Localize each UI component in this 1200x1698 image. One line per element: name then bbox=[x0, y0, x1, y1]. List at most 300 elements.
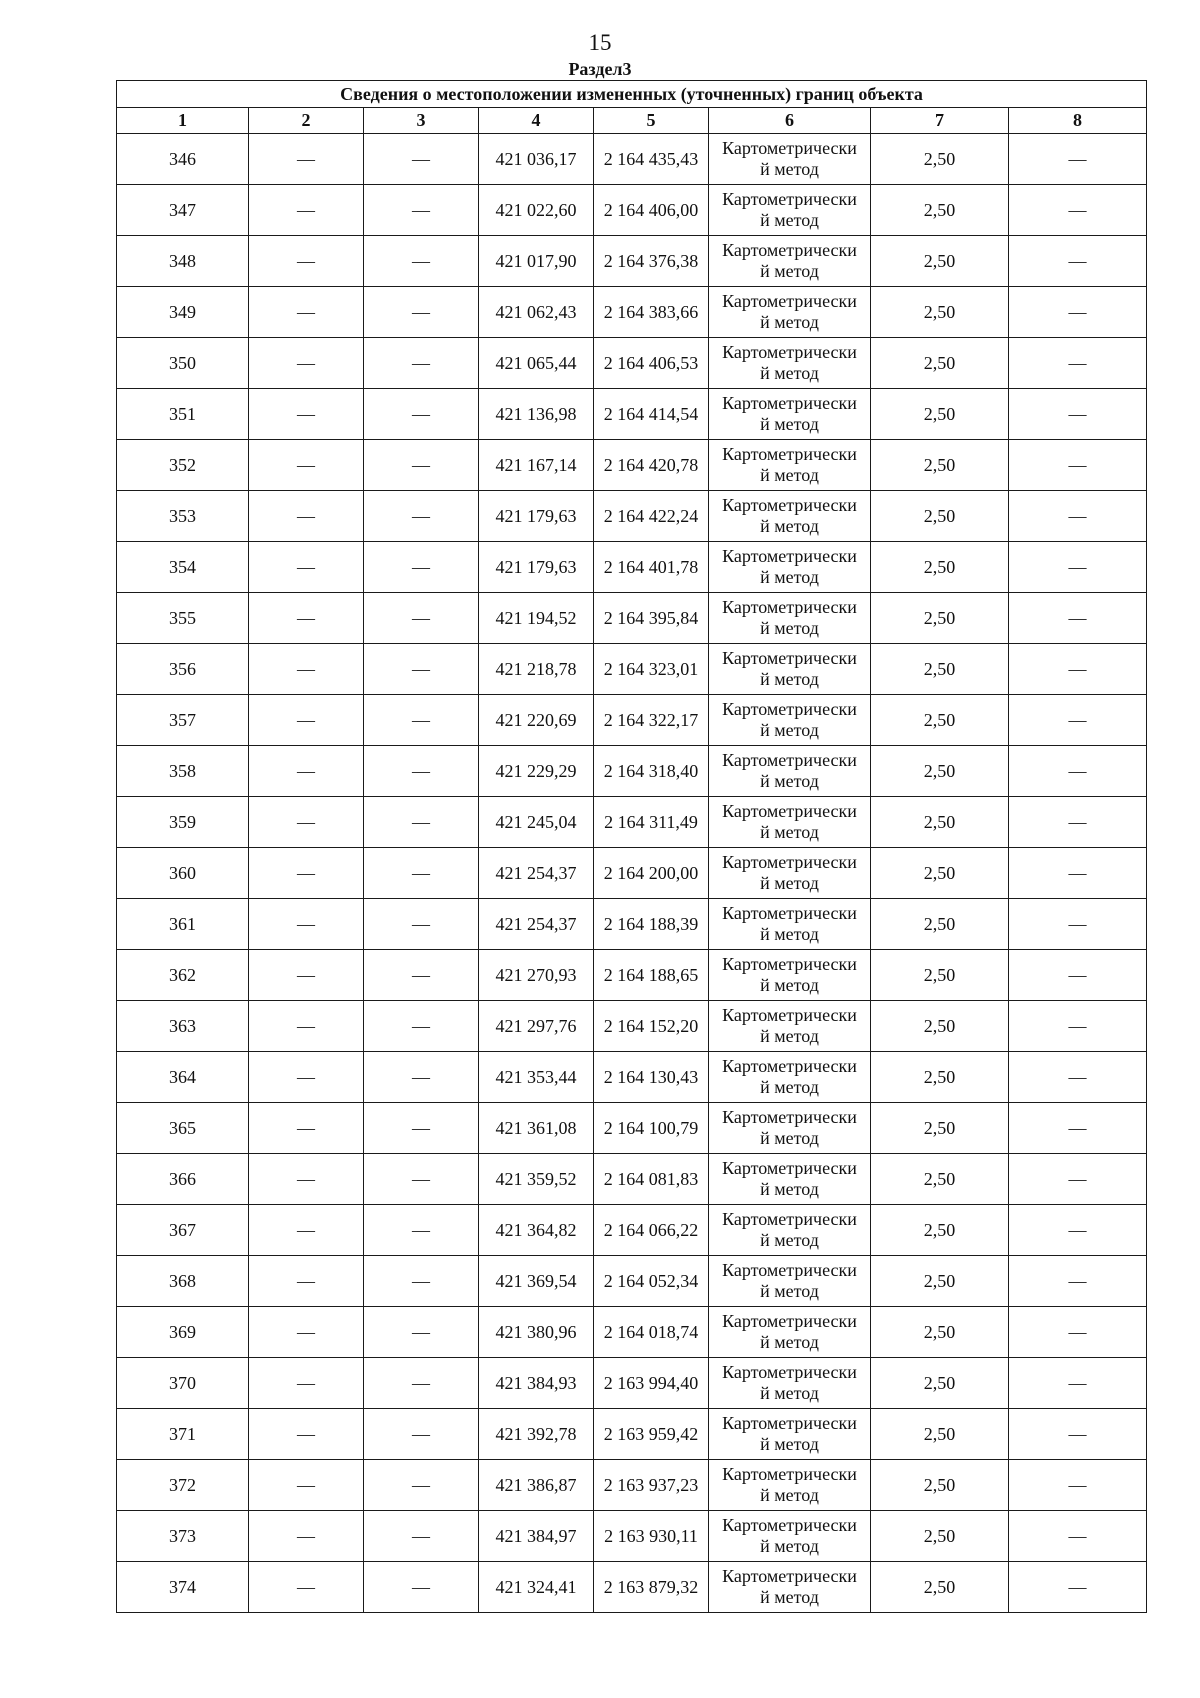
method-line-1: Картометрически bbox=[722, 1464, 857, 1484]
dash-cell: — bbox=[249, 185, 364, 236]
method-line-1: Картометрически bbox=[722, 1107, 857, 1127]
x-coordinate-cell: 421 380,96 bbox=[479, 1307, 594, 1358]
accuracy-cell: 2,50 bbox=[871, 236, 1009, 287]
table-row bbox=[117, 1154, 1147, 1205]
method-cell bbox=[709, 1409, 871, 1460]
method-line-1: Картометрически bbox=[722, 138, 857, 158]
dash-cell: — bbox=[249, 950, 364, 1001]
method-line-1: Картометрически bbox=[722, 1362, 857, 1382]
dash-cell: — bbox=[249, 1256, 364, 1307]
method-line-2: й метод bbox=[760, 1434, 819, 1454]
point-number-cell: 360 bbox=[117, 848, 249, 899]
dash-cell: — bbox=[1009, 1562, 1147, 1613]
y-coordinate-cell: 2 163 930,11 bbox=[594, 1511, 709, 1562]
dash-cell: — bbox=[364, 746, 479, 797]
x-coordinate-cell: 421 136,98 bbox=[479, 389, 594, 440]
accuracy-cell: 2,50 bbox=[871, 338, 1009, 389]
accuracy-cell: 2,50 bbox=[871, 1154, 1009, 1205]
dash-cell: — bbox=[1009, 338, 1147, 389]
method-cell bbox=[709, 338, 871, 389]
method-line-2: й метод bbox=[760, 720, 819, 740]
dash-cell: — bbox=[364, 1511, 479, 1562]
method-cell bbox=[709, 1154, 871, 1205]
accuracy-cell: 2,50 bbox=[871, 644, 1009, 695]
y-coordinate-cell: 2 163 937,23 bbox=[594, 1460, 709, 1511]
x-coordinate-cell: 421 270,93 bbox=[479, 950, 594, 1001]
x-coordinate-cell: 421 179,63 bbox=[479, 542, 594, 593]
method-cell bbox=[709, 1001, 871, 1052]
method-line-2: й метод bbox=[760, 363, 819, 383]
method-cell bbox=[709, 1205, 871, 1256]
table-row bbox=[117, 1103, 1147, 1154]
dash-cell: — bbox=[364, 491, 479, 542]
y-coordinate-cell: 2 164 420,78 bbox=[594, 440, 709, 491]
y-coordinate-cell: 2 164 383,66 bbox=[594, 287, 709, 338]
y-coordinate-cell: 2 164 100,79 bbox=[594, 1103, 709, 1154]
method-line-1: Картометрически bbox=[722, 801, 857, 821]
accuracy-cell: 2,50 bbox=[871, 491, 1009, 542]
dash-cell: — bbox=[364, 644, 479, 695]
method-line-2: й метод bbox=[760, 312, 819, 332]
x-coordinate-cell: 421 254,37 bbox=[479, 848, 594, 899]
method-line-1: Картометрически bbox=[722, 903, 857, 923]
x-coordinate-cell: 421 218,78 bbox=[479, 644, 594, 695]
dash-cell: — bbox=[1009, 1256, 1147, 1307]
dash-cell: — bbox=[364, 1562, 479, 1613]
method-cell bbox=[709, 746, 871, 797]
table-row bbox=[117, 1256, 1147, 1307]
method-line-2: й метод bbox=[760, 771, 819, 791]
point-number-cell: 354 bbox=[117, 542, 249, 593]
point-number-cell: 358 bbox=[117, 746, 249, 797]
accuracy-cell: 2,50 bbox=[871, 389, 1009, 440]
method-line-2: й метод bbox=[760, 975, 819, 995]
point-number-cell: 361 bbox=[117, 899, 249, 950]
method-cell bbox=[709, 1103, 871, 1154]
method-cell bbox=[709, 950, 871, 1001]
method-line-2: й метод bbox=[760, 1536, 819, 1556]
dash-cell: — bbox=[364, 797, 479, 848]
dash-cell: — bbox=[364, 440, 479, 491]
accuracy-cell: 2,50 bbox=[871, 542, 1009, 593]
point-number-cell: 374 bbox=[117, 1562, 249, 1613]
table-row bbox=[117, 1052, 1147, 1103]
dash-cell: — bbox=[1009, 644, 1147, 695]
y-coordinate-cell: 2 163 994,40 bbox=[594, 1358, 709, 1409]
method-cell bbox=[709, 185, 871, 236]
method-line-1: Картометрически bbox=[722, 1413, 857, 1433]
dash-cell: — bbox=[1009, 1205, 1147, 1256]
table-row bbox=[117, 746, 1147, 797]
dash-cell: — bbox=[1009, 1307, 1147, 1358]
method-line-1: Картометрически bbox=[722, 189, 857, 209]
dash-cell: — bbox=[1009, 1052, 1147, 1103]
table-row bbox=[117, 1001, 1147, 1052]
column-number: 5 bbox=[594, 108, 709, 134]
method-line-1: Картометрически bbox=[722, 342, 857, 362]
method-line-1: Картометрически bbox=[722, 495, 857, 515]
accuracy-cell: 2,50 bbox=[871, 287, 1009, 338]
method-line-2: й метод bbox=[760, 414, 819, 434]
method-cell bbox=[709, 644, 871, 695]
dash-cell: — bbox=[1009, 593, 1147, 644]
dash-cell: — bbox=[249, 236, 364, 287]
accuracy-cell: 2,50 bbox=[871, 1358, 1009, 1409]
point-number-cell: 346 bbox=[117, 134, 249, 185]
accuracy-cell: 2,50 bbox=[871, 593, 1009, 644]
dash-cell: — bbox=[249, 287, 364, 338]
point-number-cell: 369 bbox=[117, 1307, 249, 1358]
method-cell bbox=[709, 440, 871, 491]
dash-cell: — bbox=[1009, 491, 1147, 542]
method-cell bbox=[709, 593, 871, 644]
point-number-cell: 363 bbox=[117, 1001, 249, 1052]
dash-cell: — bbox=[1009, 185, 1147, 236]
dash-cell: — bbox=[249, 695, 364, 746]
x-coordinate-cell: 421 220,69 bbox=[479, 695, 594, 746]
table-row bbox=[117, 1511, 1147, 1562]
method-line-2: й метод bbox=[760, 1281, 819, 1301]
accuracy-cell: 2,50 bbox=[871, 899, 1009, 950]
point-number-cell: 356 bbox=[117, 644, 249, 695]
point-number-cell: 364 bbox=[117, 1052, 249, 1103]
dash-cell: — bbox=[249, 1460, 364, 1511]
accuracy-cell: 2,50 bbox=[871, 185, 1009, 236]
method-cell bbox=[709, 797, 871, 848]
point-number-cell: 362 bbox=[117, 950, 249, 1001]
method-line-2: й метод bbox=[760, 261, 819, 281]
dash-cell: — bbox=[1009, 134, 1147, 185]
point-number-cell: 350 bbox=[117, 338, 249, 389]
column-number: 8 bbox=[1009, 108, 1147, 134]
accuracy-cell: 2,50 bbox=[871, 746, 1009, 797]
table-body bbox=[117, 134, 1147, 1613]
table-row bbox=[117, 338, 1147, 389]
x-coordinate-cell: 421 245,04 bbox=[479, 797, 594, 848]
method-line-1: Картометрически bbox=[722, 291, 857, 311]
dash-cell: — bbox=[364, 338, 479, 389]
table-row bbox=[117, 185, 1147, 236]
y-coordinate-cell: 2 164 130,43 bbox=[594, 1052, 709, 1103]
table-row bbox=[117, 389, 1147, 440]
x-coordinate-cell: 421 324,41 bbox=[479, 1562, 594, 1613]
method-cell bbox=[709, 1511, 871, 1562]
point-number-cell: 351 bbox=[117, 389, 249, 440]
method-line-2: й метод bbox=[760, 669, 819, 689]
method-line-1: Картометрически bbox=[722, 1209, 857, 1229]
accuracy-cell: 2,50 bbox=[871, 695, 1009, 746]
dash-cell: — bbox=[364, 185, 479, 236]
dash-cell: — bbox=[364, 899, 479, 950]
y-coordinate-cell: 2 164 052,34 bbox=[594, 1256, 709, 1307]
method-line-2: й метод bbox=[760, 1026, 819, 1046]
x-coordinate-cell: 421 062,43 bbox=[479, 287, 594, 338]
method-line-1: Картометрически bbox=[722, 1005, 857, 1025]
x-coordinate-cell: 421 297,76 bbox=[479, 1001, 594, 1052]
dash-cell: — bbox=[364, 695, 479, 746]
table-row bbox=[117, 1307, 1147, 1358]
accuracy-cell: 2,50 bbox=[871, 848, 1009, 899]
x-coordinate-cell: 421 384,93 bbox=[479, 1358, 594, 1409]
dash-cell: — bbox=[1009, 236, 1147, 287]
accuracy-cell: 2,50 bbox=[871, 1001, 1009, 1052]
dash-cell: — bbox=[1009, 797, 1147, 848]
dash-cell: — bbox=[364, 1103, 479, 1154]
column-number: 3 bbox=[364, 108, 479, 134]
y-coordinate-cell: 2 164 395,84 bbox=[594, 593, 709, 644]
x-coordinate-cell: 421 384,97 bbox=[479, 1511, 594, 1562]
dash-cell: — bbox=[1009, 1460, 1147, 1511]
dash-cell: — bbox=[249, 848, 364, 899]
page-number: 15 bbox=[588, 30, 612, 55]
accuracy-cell: 2,50 bbox=[871, 1052, 1009, 1103]
column-number: 7 bbox=[871, 108, 1009, 134]
method-line-2: й метод bbox=[760, 465, 819, 485]
method-line-1: Картометрически bbox=[722, 1311, 857, 1331]
dash-cell: — bbox=[364, 1154, 479, 1205]
method-line-1: Картометрически bbox=[722, 699, 857, 719]
x-coordinate-cell: 421 065,44 bbox=[479, 338, 594, 389]
accuracy-cell: 2,50 bbox=[871, 440, 1009, 491]
dash-cell: — bbox=[249, 899, 364, 950]
y-coordinate-cell: 2 164 318,40 bbox=[594, 746, 709, 797]
table-row bbox=[117, 593, 1147, 644]
y-coordinate-cell: 2 164 066,22 bbox=[594, 1205, 709, 1256]
dash-cell: — bbox=[249, 1562, 364, 1613]
dash-cell: — bbox=[249, 1409, 364, 1460]
method-line-2: й метод bbox=[760, 822, 819, 842]
method-line-2: й метод bbox=[760, 873, 819, 893]
method-line-2: й метод bbox=[760, 618, 819, 638]
dash-cell: — bbox=[249, 440, 364, 491]
method-line-2: й метод bbox=[760, 924, 819, 944]
dash-cell: — bbox=[249, 746, 364, 797]
method-line-1: Картометрически bbox=[722, 597, 857, 617]
table-caption: Сведения о местоположении измененных (уточненных) границ объекта bbox=[117, 81, 1147, 108]
point-number-cell: 365 bbox=[117, 1103, 249, 1154]
method-cell bbox=[709, 1358, 871, 1409]
method-line-2: й метод bbox=[760, 1077, 819, 1097]
y-coordinate-cell: 2 164 018,74 bbox=[594, 1307, 709, 1358]
dash-cell: — bbox=[1009, 848, 1147, 899]
accuracy-cell: 2,50 bbox=[871, 1103, 1009, 1154]
y-coordinate-cell: 2 163 879,32 bbox=[594, 1562, 709, 1613]
dash-cell: — bbox=[249, 1103, 364, 1154]
x-coordinate-cell: 421 017,90 bbox=[479, 236, 594, 287]
y-coordinate-cell: 2 164 406,53 bbox=[594, 338, 709, 389]
x-coordinate-cell: 421 361,08 bbox=[479, 1103, 594, 1154]
y-coordinate-cell: 2 164 152,20 bbox=[594, 1001, 709, 1052]
dash-cell: — bbox=[1009, 1409, 1147, 1460]
table-row bbox=[117, 899, 1147, 950]
column-number: 2 bbox=[249, 108, 364, 134]
dash-cell: — bbox=[249, 644, 364, 695]
table-row bbox=[117, 695, 1147, 746]
dash-cell: — bbox=[1009, 950, 1147, 1001]
dash-cell: — bbox=[364, 1358, 479, 1409]
dash-cell: — bbox=[364, 950, 479, 1001]
x-coordinate-cell: 421 179,63 bbox=[479, 491, 594, 542]
method-cell bbox=[709, 1562, 871, 1613]
y-coordinate-cell: 2 164 322,17 bbox=[594, 695, 709, 746]
method-line-1: Картометрически bbox=[722, 852, 857, 872]
method-line-2: й метод bbox=[760, 1128, 819, 1148]
table-row bbox=[117, 440, 1147, 491]
dash-cell: — bbox=[364, 389, 479, 440]
x-coordinate-cell: 421 022,60 bbox=[479, 185, 594, 236]
x-coordinate-cell: 421 364,82 bbox=[479, 1205, 594, 1256]
method-line-2: й метод bbox=[760, 1383, 819, 1403]
table-row bbox=[117, 1562, 1147, 1613]
accuracy-cell: 2,50 bbox=[871, 1409, 1009, 1460]
y-coordinate-cell: 2 164 422,24 bbox=[594, 491, 709, 542]
dash-cell: — bbox=[1009, 695, 1147, 746]
method-line-1: Картометрически bbox=[722, 1158, 857, 1178]
table-row bbox=[117, 1205, 1147, 1256]
method-cell bbox=[709, 695, 871, 746]
dash-cell: — bbox=[1009, 899, 1147, 950]
y-coordinate-cell: 2 164 414,54 bbox=[594, 389, 709, 440]
dash-cell: — bbox=[364, 1001, 479, 1052]
x-coordinate-cell: 421 194,52 bbox=[479, 593, 594, 644]
accuracy-cell: 2,50 bbox=[871, 1256, 1009, 1307]
table-row bbox=[117, 236, 1147, 287]
dash-cell: — bbox=[1009, 389, 1147, 440]
dash-cell: — bbox=[364, 1205, 479, 1256]
method-cell bbox=[709, 287, 871, 338]
point-number-cell: 370 bbox=[117, 1358, 249, 1409]
dash-cell: — bbox=[249, 1358, 364, 1409]
method-line-2: й метод bbox=[760, 516, 819, 536]
dash-cell: — bbox=[249, 1511, 364, 1562]
dash-cell: — bbox=[1009, 1511, 1147, 1562]
point-number-cell: 347 bbox=[117, 185, 249, 236]
dash-cell: — bbox=[1009, 287, 1147, 338]
y-coordinate-cell: 2 164 401,78 bbox=[594, 542, 709, 593]
dash-cell: — bbox=[249, 1001, 364, 1052]
y-coordinate-cell: 2 164 188,39 bbox=[594, 899, 709, 950]
dash-cell: — bbox=[249, 797, 364, 848]
section-title: Раздел3 bbox=[568, 59, 632, 79]
method-line-1: Картометрически bbox=[722, 546, 857, 566]
method-cell bbox=[709, 134, 871, 185]
dash-cell: — bbox=[249, 593, 364, 644]
dash-cell: — bbox=[1009, 1358, 1147, 1409]
column-number: 6 bbox=[709, 108, 871, 134]
method-cell bbox=[709, 848, 871, 899]
table-row bbox=[117, 848, 1147, 899]
accuracy-cell: 2,50 bbox=[871, 1205, 1009, 1256]
x-coordinate-cell: 421 386,87 bbox=[479, 1460, 594, 1511]
dash-cell: — bbox=[1009, 746, 1147, 797]
table-row bbox=[117, 491, 1147, 542]
method-line-1: Картометрически bbox=[722, 1566, 857, 1586]
y-coordinate-cell: 2 164 323,01 bbox=[594, 644, 709, 695]
dash-cell: — bbox=[249, 338, 364, 389]
method-line-2: й метод bbox=[760, 159, 819, 179]
point-number-cell: 371 bbox=[117, 1409, 249, 1460]
point-number-cell: 373 bbox=[117, 1511, 249, 1562]
dash-cell: — bbox=[364, 1052, 479, 1103]
table-row bbox=[117, 542, 1147, 593]
point-number-cell: 353 bbox=[117, 491, 249, 542]
accuracy-cell: 2,50 bbox=[871, 797, 1009, 848]
dash-cell: — bbox=[364, 1307, 479, 1358]
method-line-1: Картометрически bbox=[722, 1515, 857, 1535]
dash-cell: — bbox=[1009, 542, 1147, 593]
method-line-1: Картометрически bbox=[722, 444, 857, 464]
point-number-cell: 355 bbox=[117, 593, 249, 644]
x-coordinate-cell: 421 369,54 bbox=[479, 1256, 594, 1307]
dash-cell: — bbox=[364, 542, 479, 593]
dash-cell: — bbox=[1009, 1154, 1147, 1205]
method-line-2: й метод bbox=[760, 1230, 819, 1250]
dash-cell: — bbox=[364, 1460, 479, 1511]
dash-cell: — bbox=[1009, 1001, 1147, 1052]
column-number-row bbox=[117, 108, 1147, 134]
dash-cell: — bbox=[364, 287, 479, 338]
dash-cell: — bbox=[249, 1052, 364, 1103]
method-line-1: Картометрически bbox=[722, 750, 857, 770]
dash-cell: — bbox=[364, 848, 479, 899]
point-number-cell: 372 bbox=[117, 1460, 249, 1511]
method-line-2: й метод bbox=[760, 210, 819, 230]
dash-cell: — bbox=[249, 1205, 364, 1256]
accuracy-cell: 2,50 bbox=[871, 134, 1009, 185]
method-line-1: Картометрически bbox=[722, 393, 857, 413]
method-line-2: й метод bbox=[760, 1485, 819, 1505]
table-row bbox=[117, 1358, 1147, 1409]
method-cell bbox=[709, 236, 871, 287]
point-number-cell: 367 bbox=[117, 1205, 249, 1256]
accuracy-cell: 2,50 bbox=[871, 1460, 1009, 1511]
table-row bbox=[117, 287, 1147, 338]
accuracy-cell: 2,50 bbox=[871, 1511, 1009, 1562]
column-number: 1 bbox=[117, 108, 249, 134]
dash-cell: — bbox=[364, 1409, 479, 1460]
point-number-cell: 349 bbox=[117, 287, 249, 338]
method-line-2: й метод bbox=[760, 1587, 819, 1607]
table-row bbox=[117, 950, 1147, 1001]
accuracy-cell: 2,50 bbox=[871, 1562, 1009, 1613]
x-coordinate-cell: 421 353,44 bbox=[479, 1052, 594, 1103]
table-row bbox=[117, 644, 1147, 695]
y-coordinate-cell: 2 164 376,38 bbox=[594, 236, 709, 287]
method-cell bbox=[709, 1052, 871, 1103]
column-number: 4 bbox=[479, 108, 594, 134]
dash-cell: — bbox=[1009, 1103, 1147, 1154]
x-coordinate-cell: 421 359,52 bbox=[479, 1154, 594, 1205]
point-number-cell: 368 bbox=[117, 1256, 249, 1307]
x-coordinate-cell: 421 167,14 bbox=[479, 440, 594, 491]
accuracy-cell: 2,50 bbox=[871, 1307, 1009, 1358]
dash-cell: — bbox=[364, 134, 479, 185]
x-coordinate-cell: 421 392,78 bbox=[479, 1409, 594, 1460]
method-line-2: й метод bbox=[760, 567, 819, 587]
dash-cell: — bbox=[364, 236, 479, 287]
y-coordinate-cell: 2 164 200,00 bbox=[594, 848, 709, 899]
dash-cell: — bbox=[249, 491, 364, 542]
y-coordinate-cell: 2 164 081,83 bbox=[594, 1154, 709, 1205]
table-row bbox=[117, 797, 1147, 848]
point-number-cell: 352 bbox=[117, 440, 249, 491]
point-number-cell: 366 bbox=[117, 1154, 249, 1205]
dash-cell: — bbox=[249, 542, 364, 593]
y-coordinate-cell: 2 164 406,00 bbox=[594, 185, 709, 236]
method-line-1: Картометрически bbox=[722, 1260, 857, 1280]
accuracy-cell: 2,50 bbox=[871, 950, 1009, 1001]
method-cell bbox=[709, 542, 871, 593]
